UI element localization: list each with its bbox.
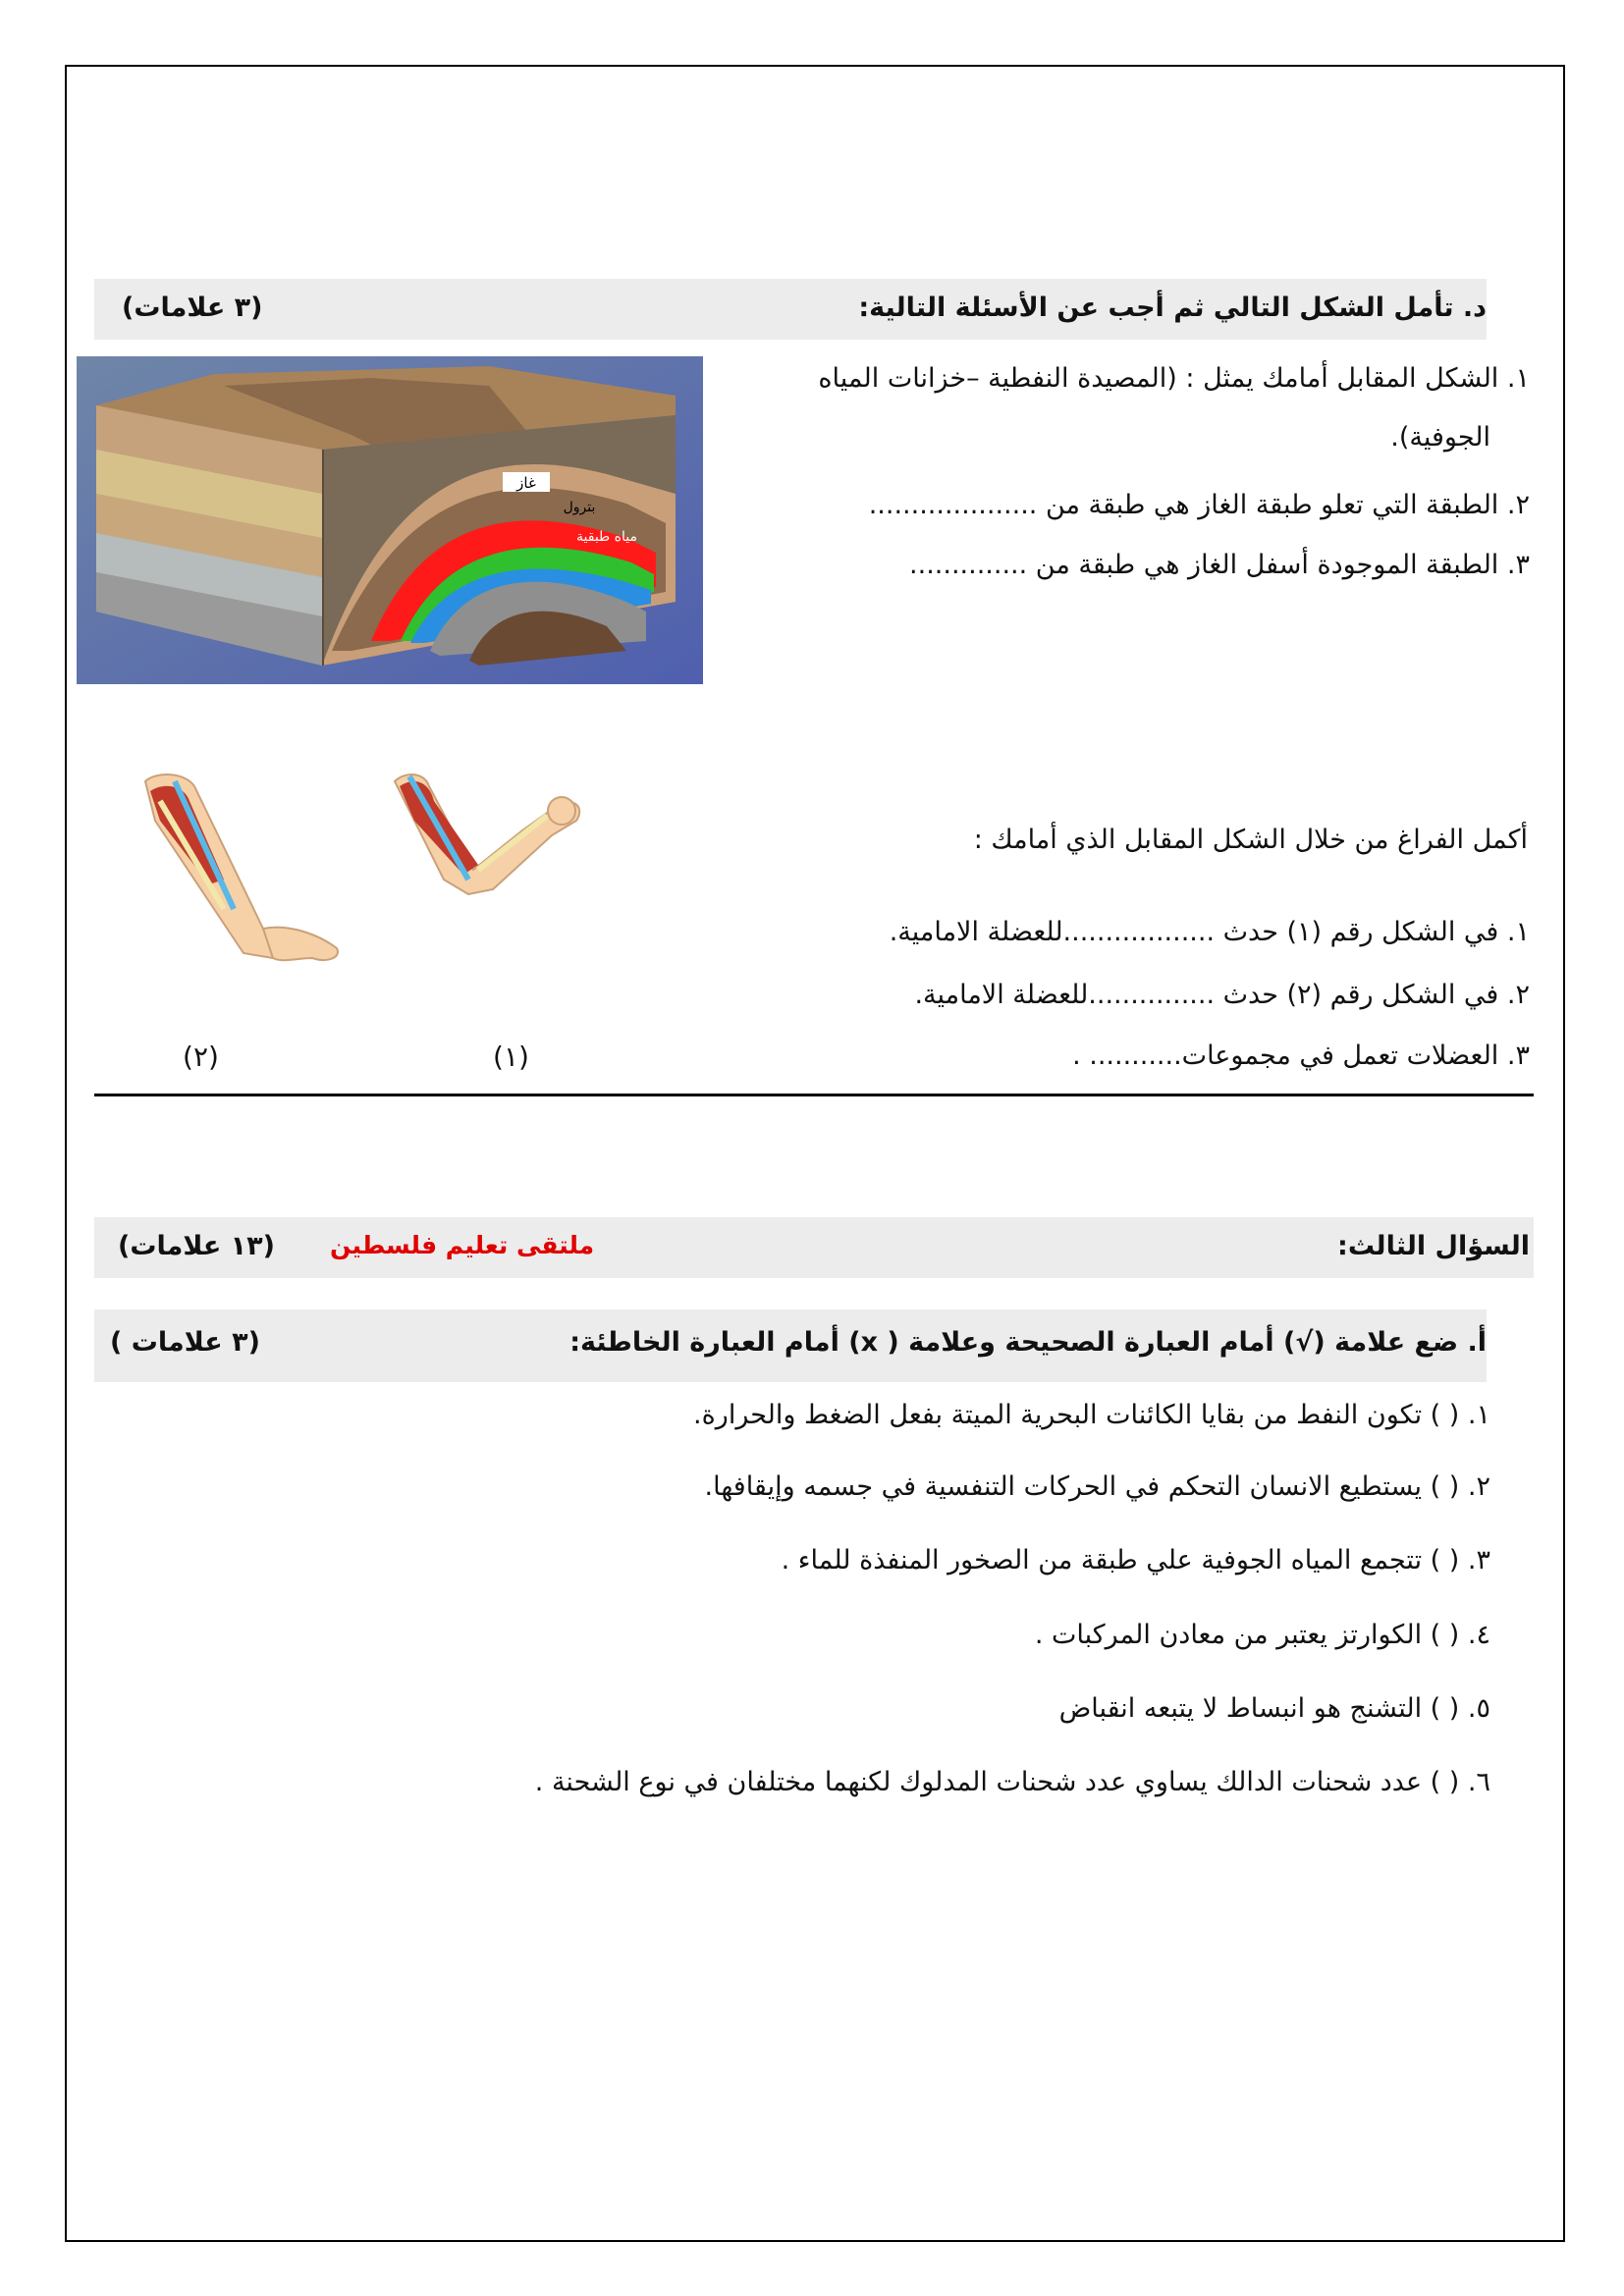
section-d-q2: ٢. الطبقة التي تعلو طبقة الغاز هي طبقة من ....................	[868, 490, 1530, 520]
tf-item-5: ٥. ( ) التشنج هو انبساط لا يتبعه انقباض	[1058, 1693, 1490, 1724]
section-d-q1-line2: الجوفية).	[1390, 422, 1490, 453]
section-divider	[94, 1094, 1534, 1096]
question3-title: السؤال الثالث:	[1337, 1231, 1530, 1261]
figure-label-1: (١)	[493, 1041, 529, 1073]
muscles-intro: أكمل الفراغ من خلال الشكل المقابل الذي أمامك :	[973, 825, 1528, 855]
question3-band	[94, 1217, 1534, 1278]
section-d-q3: ٣. الطبقة الموجودة أسفل الغاز هي طبقة من ..............	[909, 550, 1530, 580]
arm-figure-1	[385, 762, 591, 919]
question3-marks: (١٣ علامات)	[118, 1231, 275, 1261]
tf-item-1: ١. ( ) تكون النفط من بقايا الكائنات البحرية الميتة بفعل الضغط والحرارة.	[693, 1400, 1490, 1430]
section-a-marks: (٣ علامات )	[110, 1327, 260, 1358]
water-label: مياه طبقية	[576, 529, 637, 545]
section-d-marks: (٣ علامات)	[122, 293, 263, 323]
muscles-q1: ١. في الشكل رقم (١) حدث ..................للعضلة الامامية.	[889, 917, 1530, 947]
arm-figure-2	[116, 762, 361, 988]
section-d-q1-line1: ١. الشكل المقابل أمامك يمثل : (المصيدة النفطية –خزانات المياه	[818, 363, 1530, 394]
gas-label: غاز	[516, 474, 536, 492]
tf-item-3: ٣. ( ) تتجمع المياه الجوفية علي طبقة من الصخور المنفذة للماء .	[781, 1545, 1490, 1575]
oil-trap-figure	[77, 356, 703, 684]
section-a-heading: أ. ضع علامة (√) أمام العبارة الصحيحة وعلامة ( x) أمام العبارة الخاطئة:	[569, 1327, 1487, 1358]
section-d-heading: د. تأمل الشكل التالي ثم أجب عن الأسئلة التالية:	[858, 293, 1487, 323]
figure-label-2: (٢)	[183, 1041, 219, 1073]
muscles-q3: ٣. العضلات تعمل في مجموعات........... .	[1072, 1041, 1530, 1071]
oil-label: بترول	[563, 500, 596, 515]
tf-item-4: ٤. ( ) الكوارتز يعتبر من معادن المركبات .	[1034, 1620, 1490, 1650]
tf-item-2: ٢. ( ) يستطيع الانسان التحكم في الحركات التنفسية في جسمه وإيقافها.	[704, 1471, 1490, 1502]
muscles-q2: ٢. في الشكل رقم (٢) حدث ...............للعضلة الامامية.	[914, 980, 1530, 1010]
tf-item-6: ٦. ( ) عدد شحنات الدالك يساوي عدد شحنات المدلوك لكنهما مختلفان في نوع الشحنة .	[534, 1767, 1490, 1797]
site-name: ملتقى تعليم فلسطين	[330, 1231, 595, 1259]
